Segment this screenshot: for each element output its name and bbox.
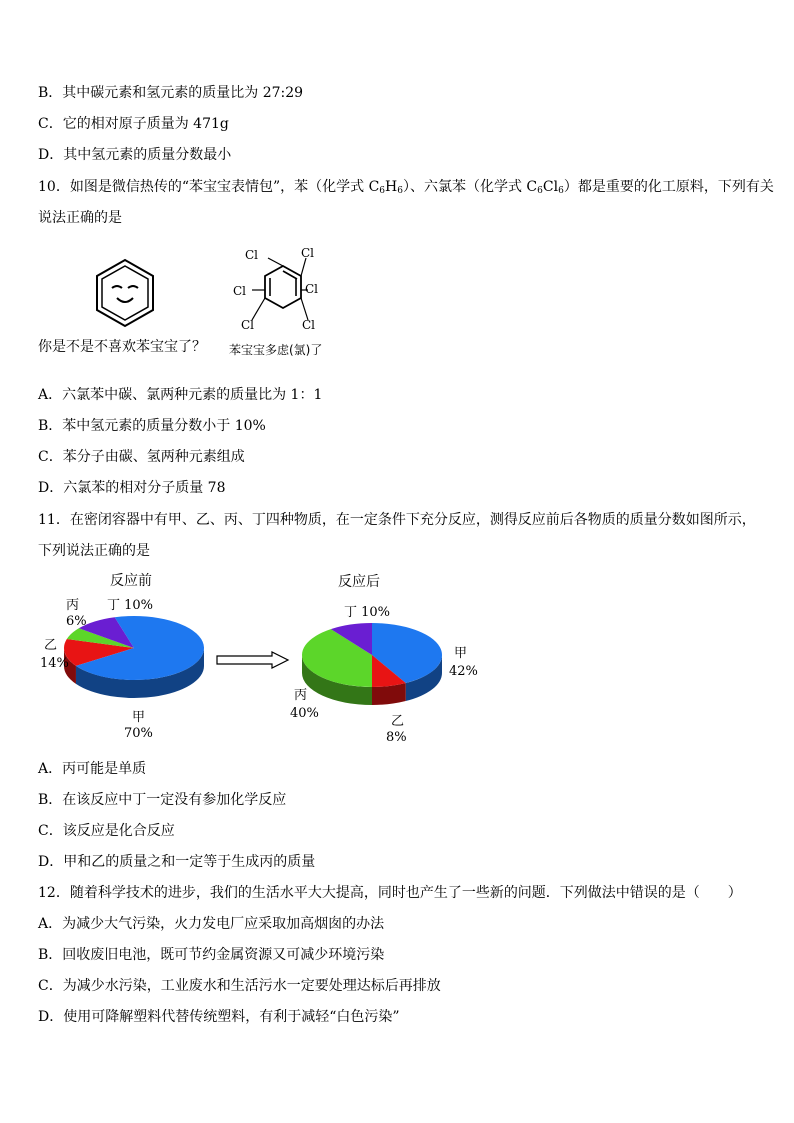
cl-atom-6: Cl — [302, 318, 316, 332]
q12-option-a: A．为减少大气污染，火力发电厂应采取加高烟囱的办法 — [38, 916, 385, 932]
pie-chart-after — [300, 621, 450, 711]
benzene-face-icon — [90, 256, 160, 330]
q11-stem-line2: 下列说法正确的是 — [38, 543, 150, 559]
pie-after-label-ding: 丁 10% — [344, 605, 391, 620]
q12-option-c: C．为减少水污染，工业废水和生活污水一定要处理达标后再排放 — [38, 978, 441, 994]
q12-option-b: B．回收废旧电池，既可节约金属资源又可减少环境污染 — [38, 947, 385, 963]
cl-atom-5: Cl — [241, 318, 255, 332]
caption-right: 苯宝宝多虑(氯)了 — [229, 343, 323, 357]
pie-before-label-bing: 6% — [66, 614, 87, 629]
q12-option-d: D．使用可降解塑料代替传统塑料，有利于减轻“白色污染” — [38, 1009, 400, 1025]
caption-left: 你是不是不喜欢苯宝宝了？ — [38, 339, 206, 355]
pie-before-label-ding: 丁 10% — [107, 598, 154, 613]
q10-option-d: D．六氯苯的相对分子质量 78 — [38, 480, 226, 496]
pie-before-title: 反应前 — [110, 573, 152, 589]
q9-option-b: B．其中碳元素和氢元素的质量比为 27:29 — [38, 85, 304, 101]
q11-stem: 11．在密闭容器中有甲、乙、丙、丁四种物质，在一定条件下充分反应，测得反应前后各物质的质量分数如图所示， — [38, 512, 756, 528]
pie-after-title: 反应后 — [338, 574, 380, 590]
q12-stem: 12．随着科学技术的进步，我们的生活水平大大提高，同时也产生了一些新的问题．下列做法中错误的是（ ） — [38, 885, 742, 901]
q10-option-c: C．苯分子由碳、氢两种元素组成 — [38, 449, 245, 465]
pie-after-label-bing: 40% — [290, 706, 319, 721]
pie-after-label-yi: 8% — [386, 730, 407, 745]
arrow-icon — [216, 651, 290, 669]
q10-option-b: B．苯中氢元素的质量分数小于 10% — [38, 418, 266, 434]
pie-before-cat-bing: 丙 — [66, 598, 80, 613]
cl-atom-3: Cl — [233, 284, 247, 298]
q11-option-b: B．在该反应中丁一定没有参加化学反应 — [38, 792, 287, 808]
cl-atom-1: Cl — [245, 248, 259, 262]
q11-option-d: D．甲和乙的质量之和一定等于生成丙的质量 — [38, 854, 316, 870]
pie-after-cat-yi: 乙 — [391, 714, 405, 729]
q9-option-c: C．它的相对原子质量为 471g — [38, 116, 229, 132]
pie-after-cat-bing: 丙 — [294, 688, 308, 703]
pie-after-cat-jia: 甲 — [454, 646, 468, 661]
q11-option-c: C．该反应是化合反应 — [38, 823, 175, 839]
pie-before-cat-jia: 甲 — [132, 710, 146, 725]
cl-atom-4: Cl — [305, 282, 319, 296]
q10-stem: 10．如图是微信热传的“苯宝宝表情包”，苯（化学式 $C_6H_6$）、六氯苯（化学式 $C_6Cl_6$）都是重要的化工原料，下列有关 — [38, 179, 774, 196]
pie-after-label-jia: 42% — [449, 664, 478, 679]
cl-atom-2: Cl — [301, 246, 315, 260]
q11-option-a: A．丙可能是单质 — [38, 761, 147, 777]
q10-option-a: A．六氯苯中碳、氯两种元素的质量比为 1：1 — [38, 387, 323, 403]
q10-stem-line2: 说法正确的是 — [38, 210, 122, 226]
pie-before-label-yi: 14% — [40, 656, 69, 671]
pie-before-cat-yi: 乙 — [44, 638, 58, 653]
pie-before-label-jia: 70% — [124, 726, 153, 741]
q9-option-d: D．其中氢元素的质量分数最小 — [38, 147, 232, 163]
